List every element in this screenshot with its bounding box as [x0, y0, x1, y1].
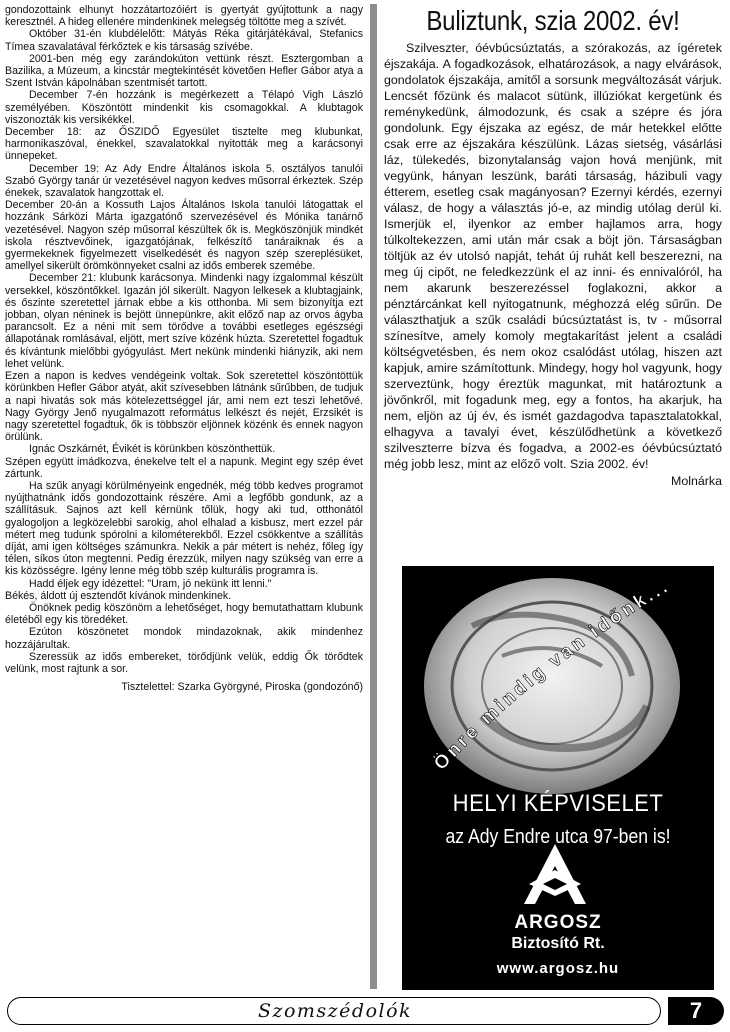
left-column-article — [5, 4, 363, 992]
article-body: Szilveszter, óévbúcsúztatás, a szórakozás, az ígéretek éjszakája. A fogadkozások, elhatározások, a nagy elvárások, gondolatok éjszakája, amitől a sorsunk megváltozását várjuk. Lencsét főzünk és malacot sütünk, illúziókat kergetünk és reménykedünk, álmodozunk, és csak a szépre és jóra gondolunk. Egy éjszaka az egész, de már hetekkel előtte csak erre az éjszakára készülünk. Lázas sietség, vásárlási láz, tülekedés, bizonytalanság vajon hová menjünk, mit vegyünk, hányan leszünk, baráti társaság, házibuli vagy étterem, esetleg csak magányosan? Ezernyi kérdés, ezernyi válasz, de hogy a választás jó-e, az mindig utólag derül ki. Ismerjük el, ilyenkor az ember hajlamos arra, hogy túlkoltekezzen, ami után már csak a böjt jön. Társaságban töltjük az év utolsó napját, tehát új ruhát kell beszerezni, na meg új cipőt, ne feledkezzünk el az inni- és ennivalóról, ha nem akarunk beszerezéssel foglakozni, akkor a pénztárcánkat kell nyitogatnunk, méghozzá elég sűrűn. De választhatjuk a szűk családi búcsúztatást is, tv - műsorral színesítve, amely komoly megtakarítást jelent a családi költségvetésben, és nem okoz csalódást utólag, hiszen azt kapjuk, amire számítottunk. Mindegy, hogy hol vagyunk, hogy szerveztünk, hogy éreztük magunkat, mit határoztunk a jövőnkről, mit fogadunk meg, egy a fontos, ha akarjuk, ha nem, eljön az új év, és ismét gazdagodva tapasztalatokkal, elhagyva a tavalyi évet, készülődhetünk a következő szilveszterre bízva és fogadva, a 2002-es óévbúcsúztató még jobb lesz, mint az előző volt. Szia 2002. év! — [384, 41, 722, 471]
paragraph: December 19: Az Ady Endre Általános iskola 5. osztályos tanulói Szabó György tanár úr vezetésével nagyon kedves műsorral érkeztek. Szép énekek, szavalatok hangzottak el. — [5, 162, 363, 200]
column-divider — [370, 4, 377, 989]
paragraph: Önöknek pedig köszönöm a lehetőséget, hogy bemutathattam klubunk életéből egy kis töredéket. — [5, 601, 363, 627]
ad-brand-name: ARGOSZ — [514, 912, 602, 933]
ad-arc-text: Önre mindig van időnk... — [430, 575, 674, 775]
page-number: 7 — [668, 997, 724, 1025]
paragraph: Hadd éljek egy idézettel: "Uram, jó nekünk itt lenni." — [29, 577, 272, 590]
right-column-article — [384, 4, 722, 489]
paragraph: gondozottaink elhunyt hozzátartozóiért is gyertyát gyújtottunk a nagy keresztnél. A hideg ellenére mindenkinek melegség töltötte meg a szívét. — [5, 4, 363, 29]
paragraph: Szépen együtt imádkozva, énekelve telt el a napunk. Megint egy szép évet zártunk. — [5, 455, 363, 480]
paragraph: Ezen a napon is kedves vendégeink voltak. Sok szeretettel köszöntöttük körünkben Hefler Gábor atyát, akit szívesebben látnánk sűrűbben, de tudjuk a napi hivatás sok más kötelezettséggel jár, ami nem ezt teszi lehetővé. Nagy György Jenő nyugalmazott református lelkészt és nejét, Erzsikét is nagy szeretettel fogadtuk, ők is többször eljönnek közénk és ennek nagyon örülünk. — [5, 370, 363, 444]
paragraph: 2001-ben még egy zarándokúton vettünk részt. Esztergomban a Bazilika, a Múzeum, a kincstár megtekintését követően Hefler Gábor atya a Szent István kápolnában szentmisét tartott. — [5, 52, 363, 90]
paragraph: December 20-án a Kossuth Lajos Általános Iskola tanulói látogattak el hozzánk Sárközi Márta igazgatónő szervezésével és Mónika tanárnő vezetésével. Nagyon szép műsorral készültek ők is. Megköszönjük mindkét iskola résztvevőinek, igazgatójának, felkészítő tanáraiknak és a gyermekeknek figyelmezett viselkedését és nagyon szép szereplésüket, amellyel sikerült örömkönnyeket csalni az idős emberek szemébe. — [5, 199, 363, 273]
paragraph: Ignác Oszkárnét, Évikét is körünkben köszönthettük. — [29, 443, 276, 456]
ad-subline: az Ady Endre utca 97-ben is! — [445, 826, 671, 848]
publication-name: Szomszédolók — [257, 1000, 413, 1022]
ad-url: www.argosz.hu — [496, 960, 620, 977]
footer-bar — [7, 997, 661, 1025]
paragraph: December 7-én hozzánk is megérkezett a Télapó Vigh László személyében. Köszöntött mindenkit kis csomagokkal. A klubtagok viszonozták kis versikékkel. — [5, 89, 363, 126]
paragraph: Szeressük az idős embereket, törődjünk velük, eddig Ők törődtek velünk, most rajtunk a sor. — [5, 650, 363, 675]
paragraph: Ha szűk anyagi körülményeink engednék, még több kedves programot nyújthatnánk idős gondozottaink részére. Ami a legfőbb gondunk, az a szállításuk. Sajnos azt kell kérnünk tőlük, hogy aki tud, otthonától gyalogoljon a legközelebbi sarokig, ahol elhalad a kisbusz, mert ezzel pár métert meg tudunk spórolni a kilométerekből. Ezzel csökkentve a szállítás díját, ami igen költséges számunkra. Nekik a pár métert is nehéz, főleg így télen, síkos úton megtenni. Pedig érezzük, milyen nagy szükség van erre a kis közösségre. Igény lenne még több szép kulturális programra is. — [5, 479, 363, 578]
article-title: Buliztunk, szia 2002. év! — [426, 5, 680, 36]
argosz-logo-icon — [524, 844, 586, 904]
ad-headline: HELYI KÉPVISELET — [452, 790, 664, 817]
argosz-advertisement — [402, 566, 714, 990]
paragraph: December 21: klubunk karácsonya. Mindenki nagy izgalommal készült versekkel, köszöntőkkel. Igazán jól sikerült. Nagyon lelkesek a klubtagjaink, és őszinte szeretettel járnak ebbe a kis otthonba. Mi sem bizonyítja ezt jobban, olyan néninek is bejött ünnepünkre, akit előző nap az orvos ágyba parancsolt. Ez a néni mit sem törődve a további esetleges egészségi állapotának romlásával, eljött, mert szíve közénk húzta. Szeretettel fogadtuk és kívántunk mielőbbi gyógyulást. Mert nekünk mindenki hiányzik, aki nem lehet velünk. — [5, 272, 363, 370]
paragraph: Békés, áldott új esztendőt kívánok mindenkinek. — [5, 589, 232, 602]
paragraph: December 18: az ŐSZIDŐ Egyesület tisztelte meg klubunkat, harmonikaszóval, énekkel, szavalatokkal nyitották meg a karácsonyi ünnepeket. — [5, 126, 363, 163]
paragraph: Október 31-én klubdélelőtt: Mátyás Réka gitárjátékával, Stefanics Tímea szavalatával férkőztek e kis társaság szívébe. — [5, 28, 363, 53]
paragraph: Ezúton köszönetet mondok mindazoknak, akik mindenhez hozzájárultak. — [5, 626, 363, 651]
signature: Tisztelettel: Szarka Györgyné, Piroska (gondozónő) — [121, 681, 363, 694]
article-author: Molnárka — [671, 474, 722, 488]
ad-brand-subtitle: Biztosító Rt. — [511, 935, 605, 952]
